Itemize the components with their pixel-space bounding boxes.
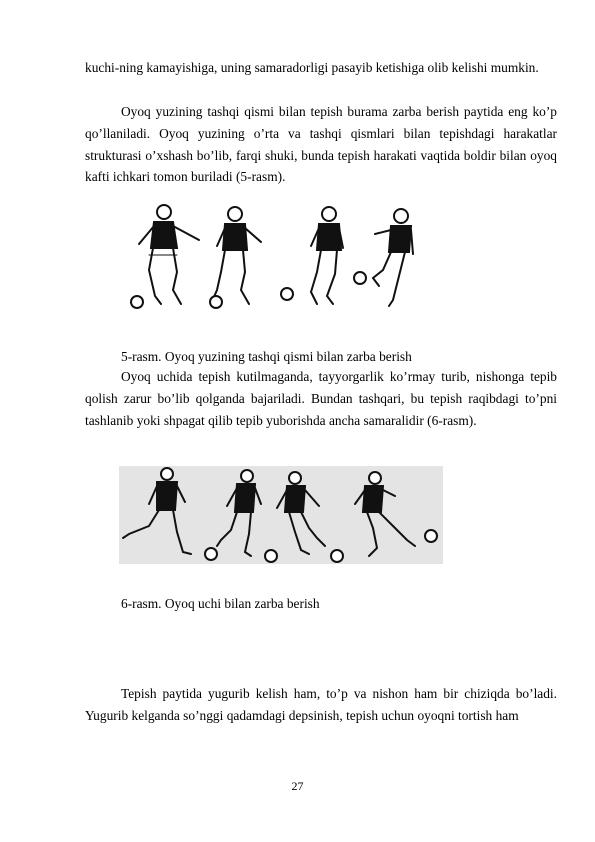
player-figure-7 (277, 472, 325, 554)
paragraph-4: Tepish paytida yugurib kelish ham, to’p va nishon ham bir chiziqda bo’ladi. Yugurib kelganda so’nggi qadamdagi depsinish, tepish uchun oyoqni tortish ham (85, 686, 557, 723)
paragraph-2: Oyoq yuzining tashqi qismi bilan tepish burama zarba berish paytida eng ko’p qo’llaniladi. Oyoq yuzining o’rta va tashqi qismlari bilan tepishdagi harakatlar strukturasi o’xshash bo’lib, farqi shuki, bunda tepish harakati vaqtida boldir bilan oyoq kafti ichkari tomon buriladi (5-rasm). (85, 104, 557, 185)
ball-5 (205, 548, 217, 560)
player-figure-8 (355, 472, 415, 556)
page-number: 27 (291, 779, 304, 793)
player-figure-6 (217, 470, 261, 556)
ball-3 (281, 288, 293, 300)
player-figure-1 (139, 205, 199, 304)
player-figure-5 (123, 468, 191, 554)
paragraph-3: Oyoq uchida tepish kutilmaganda, tayyorgarlik ko’rmay turib, nishonga tepib qolish zarur bo’lib qolganda bajariladi. Bundan tashqari, bu tepish raqibdagi to’pni tashlanib yoki shpagat qilib tepib yuborishda ancha samaralidir (6-rasm). (85, 369, 557, 428)
paragraph-1: kuchi-ning kamayishiga, uning samaradorligi pasayib ketishiga olib kelishi mumkin. (85, 60, 539, 75)
figure-5-caption: 5-rasm. Oyoq yuzining tashqi qismi bilan zarba berish (121, 349, 412, 364)
ball-7 (331, 550, 343, 562)
ball-6 (265, 550, 277, 562)
player-figure-2 (211, 207, 261, 304)
ball-2 (210, 296, 222, 308)
ball-4 (354, 272, 366, 284)
figure-6-caption: 6-rasm. Oyoq uchi bilan zarba berish (121, 596, 320, 611)
player-figure-3 (311, 207, 343, 304)
player-figure-4 (373, 209, 413, 306)
figure-6-illustration (119, 466, 443, 564)
figure-5-illustration (121, 200, 421, 316)
ball-1 (131, 296, 143, 308)
ball-8 (425, 530, 437, 542)
